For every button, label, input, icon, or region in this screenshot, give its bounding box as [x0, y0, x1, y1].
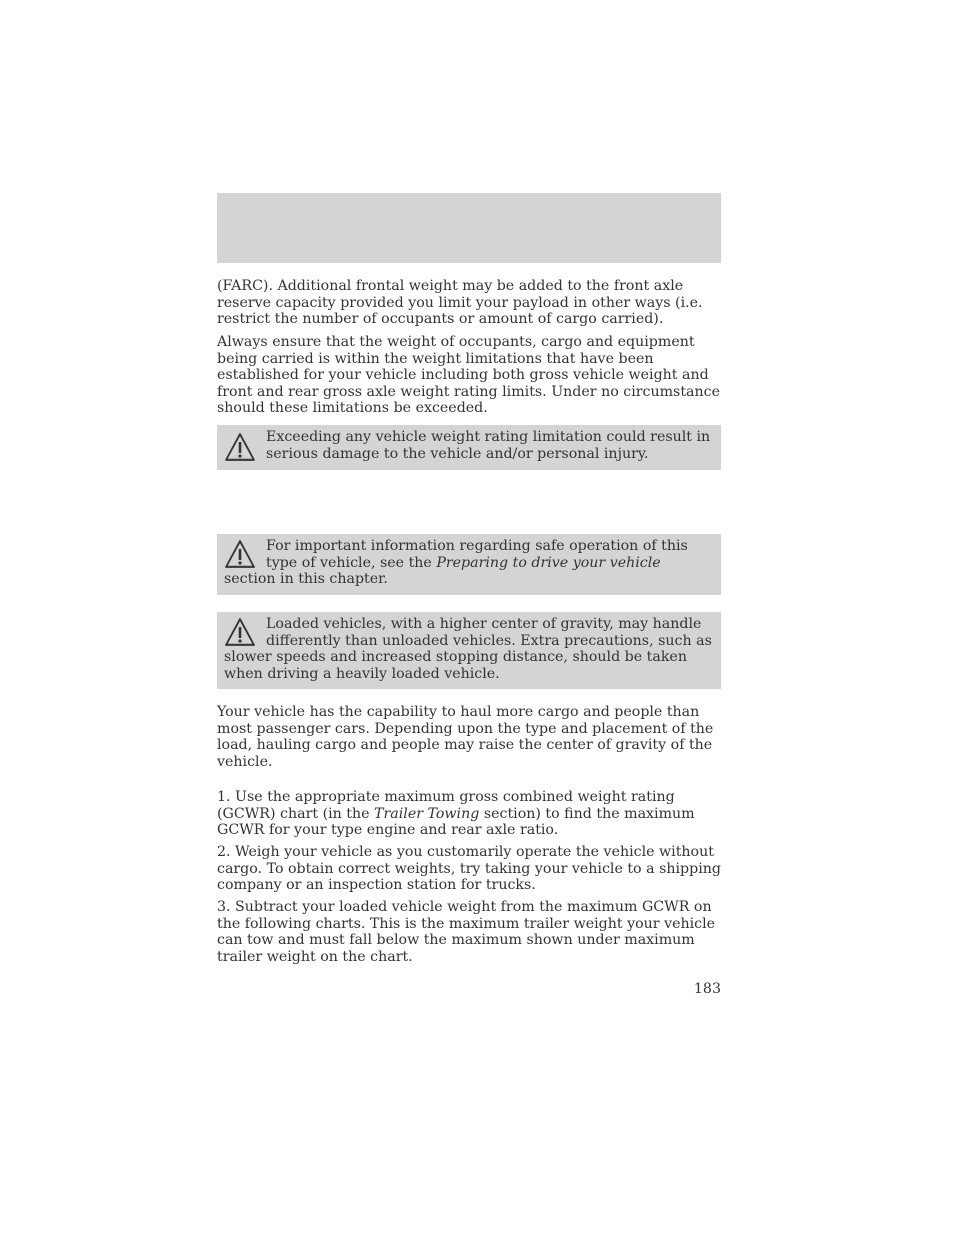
section-reference: Trailer Towing — [374, 805, 480, 822]
warning-box-safe-operation — [217, 534, 721, 595]
warning-text: Loaded vehicles, with a higher center of gravity, may handle differently than unloaded vehicles. Extra precautions, such as slower speeds and increased stopping distance, should be taken when driving a heavily loaded vehicle. — [224, 616, 712, 682]
warning-text — [224, 538, 715, 588]
step-text-part: 1. Use the appropriate maximum gross combined weight rating (GCWR) chart (in the — [217, 789, 675, 822]
step-3: 3. Subtract your loaded vehicle weight from the maximum GCWR on the following charts. This is the maximum trailer weight your vehicle can tow and must fall below the maximum shown under maximum trailer weight on the chart. — [217, 899, 716, 965]
step-1 — [217, 789, 723, 839]
warning-box-center-of-gravity — [217, 612, 721, 689]
header-band — [217, 193, 721, 263]
paragraph-farc: (FARC). Additional frontal weight may be added to the front axle reserve capacity provided you limit your payload in other ways (i.e. restrict the number of occupants or amount of cargo carried). — [217, 278, 703, 327]
warning-text-part: For important information regarding safe operation of this type of vehicle, see the — [266, 538, 688, 571]
step-2: 2. Weigh your vehicle as you customarily operate the vehicle without cargo. To obtain correct weights, try taking your vehicle to a shipping company or an inspection station for trucks. — [217, 844, 721, 893]
paragraph-capability: Your vehicle has the capability to haul more cargo and people than most passenger cars. Depending upon the type and placement of the load, hauling cargo and people may raise the center of gravity of the vehicle. — [217, 704, 714, 770]
chapter-reference: Preparing to drive your vehicle — [436, 554, 661, 571]
warning-text-part: section in this chapter. — [224, 571, 388, 587]
page-number: 183 — [693, 981, 721, 997]
step-text-part: section) to find the maximum GCWR for your type engine and rear axle ratio. — [217, 805, 695, 838]
paragraph-weight-limits: Always ensure that the weight of occupants, cargo and equipment being carried is within the weight limitations that have been established for your vehicle including both gross vehicle weight and front and rear gross axle weight rating limits. Under no circumstance should these limitations be exceeded. — [217, 334, 720, 416]
warning-text: Exceeding any vehicle weight rating limitation could result in serious damage to the vehicle and/or personal injury. — [266, 429, 711, 462]
warning-box-weight-rating — [217, 425, 721, 470]
